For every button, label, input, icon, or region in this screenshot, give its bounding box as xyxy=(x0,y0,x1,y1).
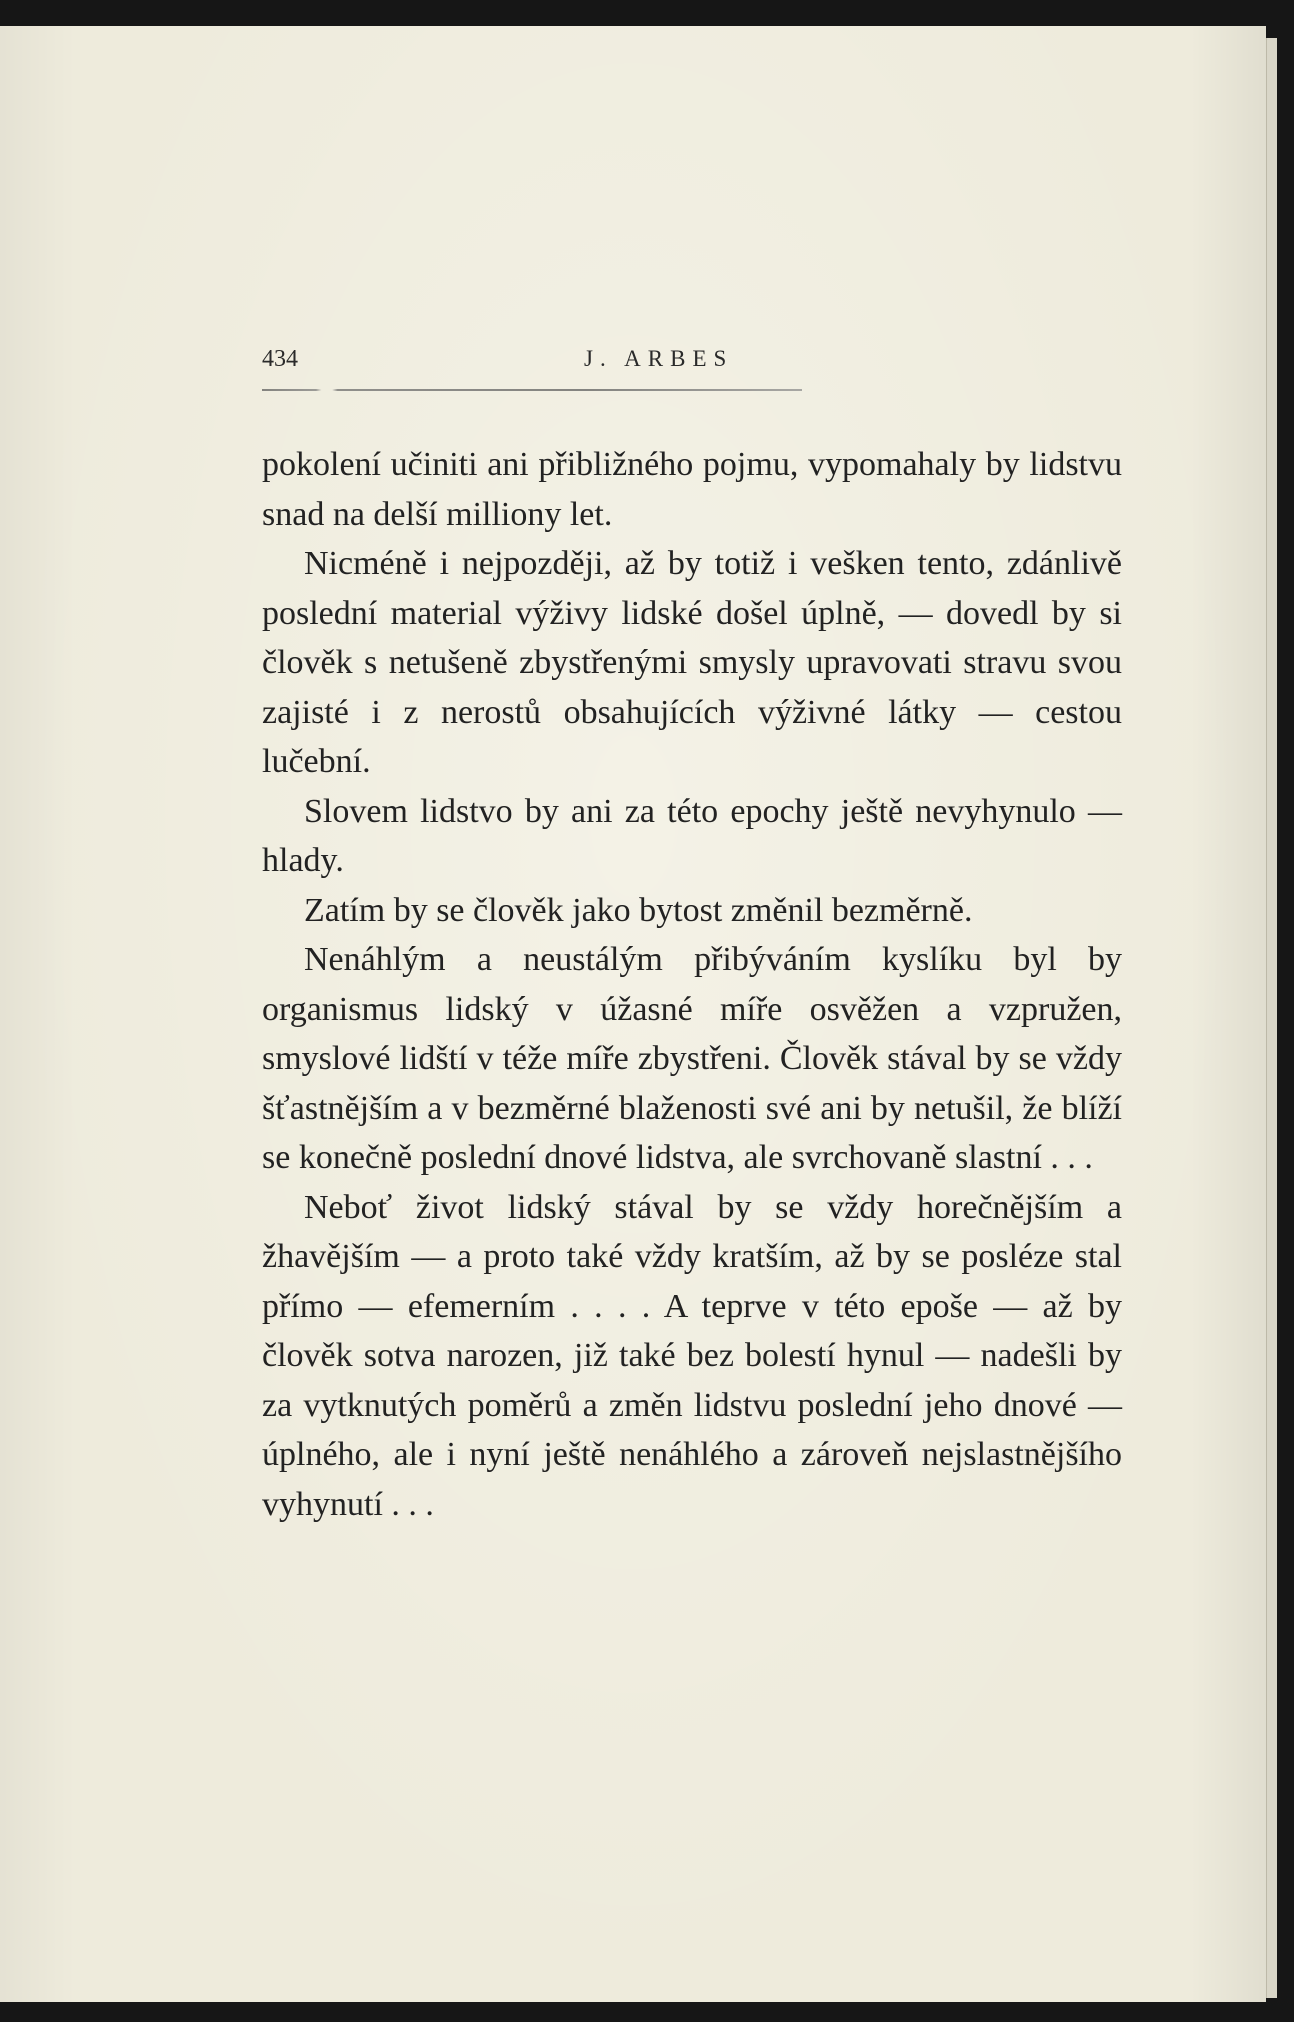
paragraph: Neboť život lidský stával by se vždy horečnějším a žhavějším — a proto také vždy kratším, až by se posléze stal přímo — efemerním . . . . A teprve v této epoše — až by člověk sotva narozen, již také bez bolestí hynul — nadešli by za vytknutých poměrů a změn lidstvu poslední jeho dnové — úplného, ale i nyní ještě nenáhlého a zároveň nejslastnějšího vyhynutí . . . xyxy=(262,1188,1122,1523)
body-text xyxy=(262,440,1122,1529)
page-edge xyxy=(1266,38,1277,1998)
page-header xyxy=(262,346,802,382)
book-page xyxy=(0,26,1266,2002)
paragraph: Nenáhlým a neustálým přibýváním kyslíku byl by organismus lidský v úžasné míře osvěžen a vzpružen, smyslové lidští v téže míře zbystřeni. Člověk stával by se vždy šťastnějším a v bezměrné blaženosti své ani by netušil, že blíží se konečně poslední dnové lidstva, ale svrchovaně slastní . . . xyxy=(262,941,1122,1176)
running-head: J. ARBES xyxy=(584,346,734,371)
header-rule xyxy=(262,389,802,391)
paragraph: Slovem lidstvo by ani za této epochy ještě nevyhynulo — hlady. xyxy=(262,792,1122,879)
paragraph: Nicméně i nejpozději, až by totiž i vešken tento, zdánlivě poslední material výživy lidské došel úplně, — dovedl by si člověk s netušeně zbystřenými smysly upravovati stravu svou zajisté i z nerostů obsahujících výživné látky — cestou lučební. xyxy=(262,545,1122,780)
paragraph: pokolení učiniti ani přibližného pojmu, vypomahaly by lidstvu snad na delší milliony let. xyxy=(262,446,1122,533)
paragraph: Zatím by se člověk jako bytost změnil bezměrně. xyxy=(304,891,973,929)
page-number: 434 xyxy=(262,346,298,372)
